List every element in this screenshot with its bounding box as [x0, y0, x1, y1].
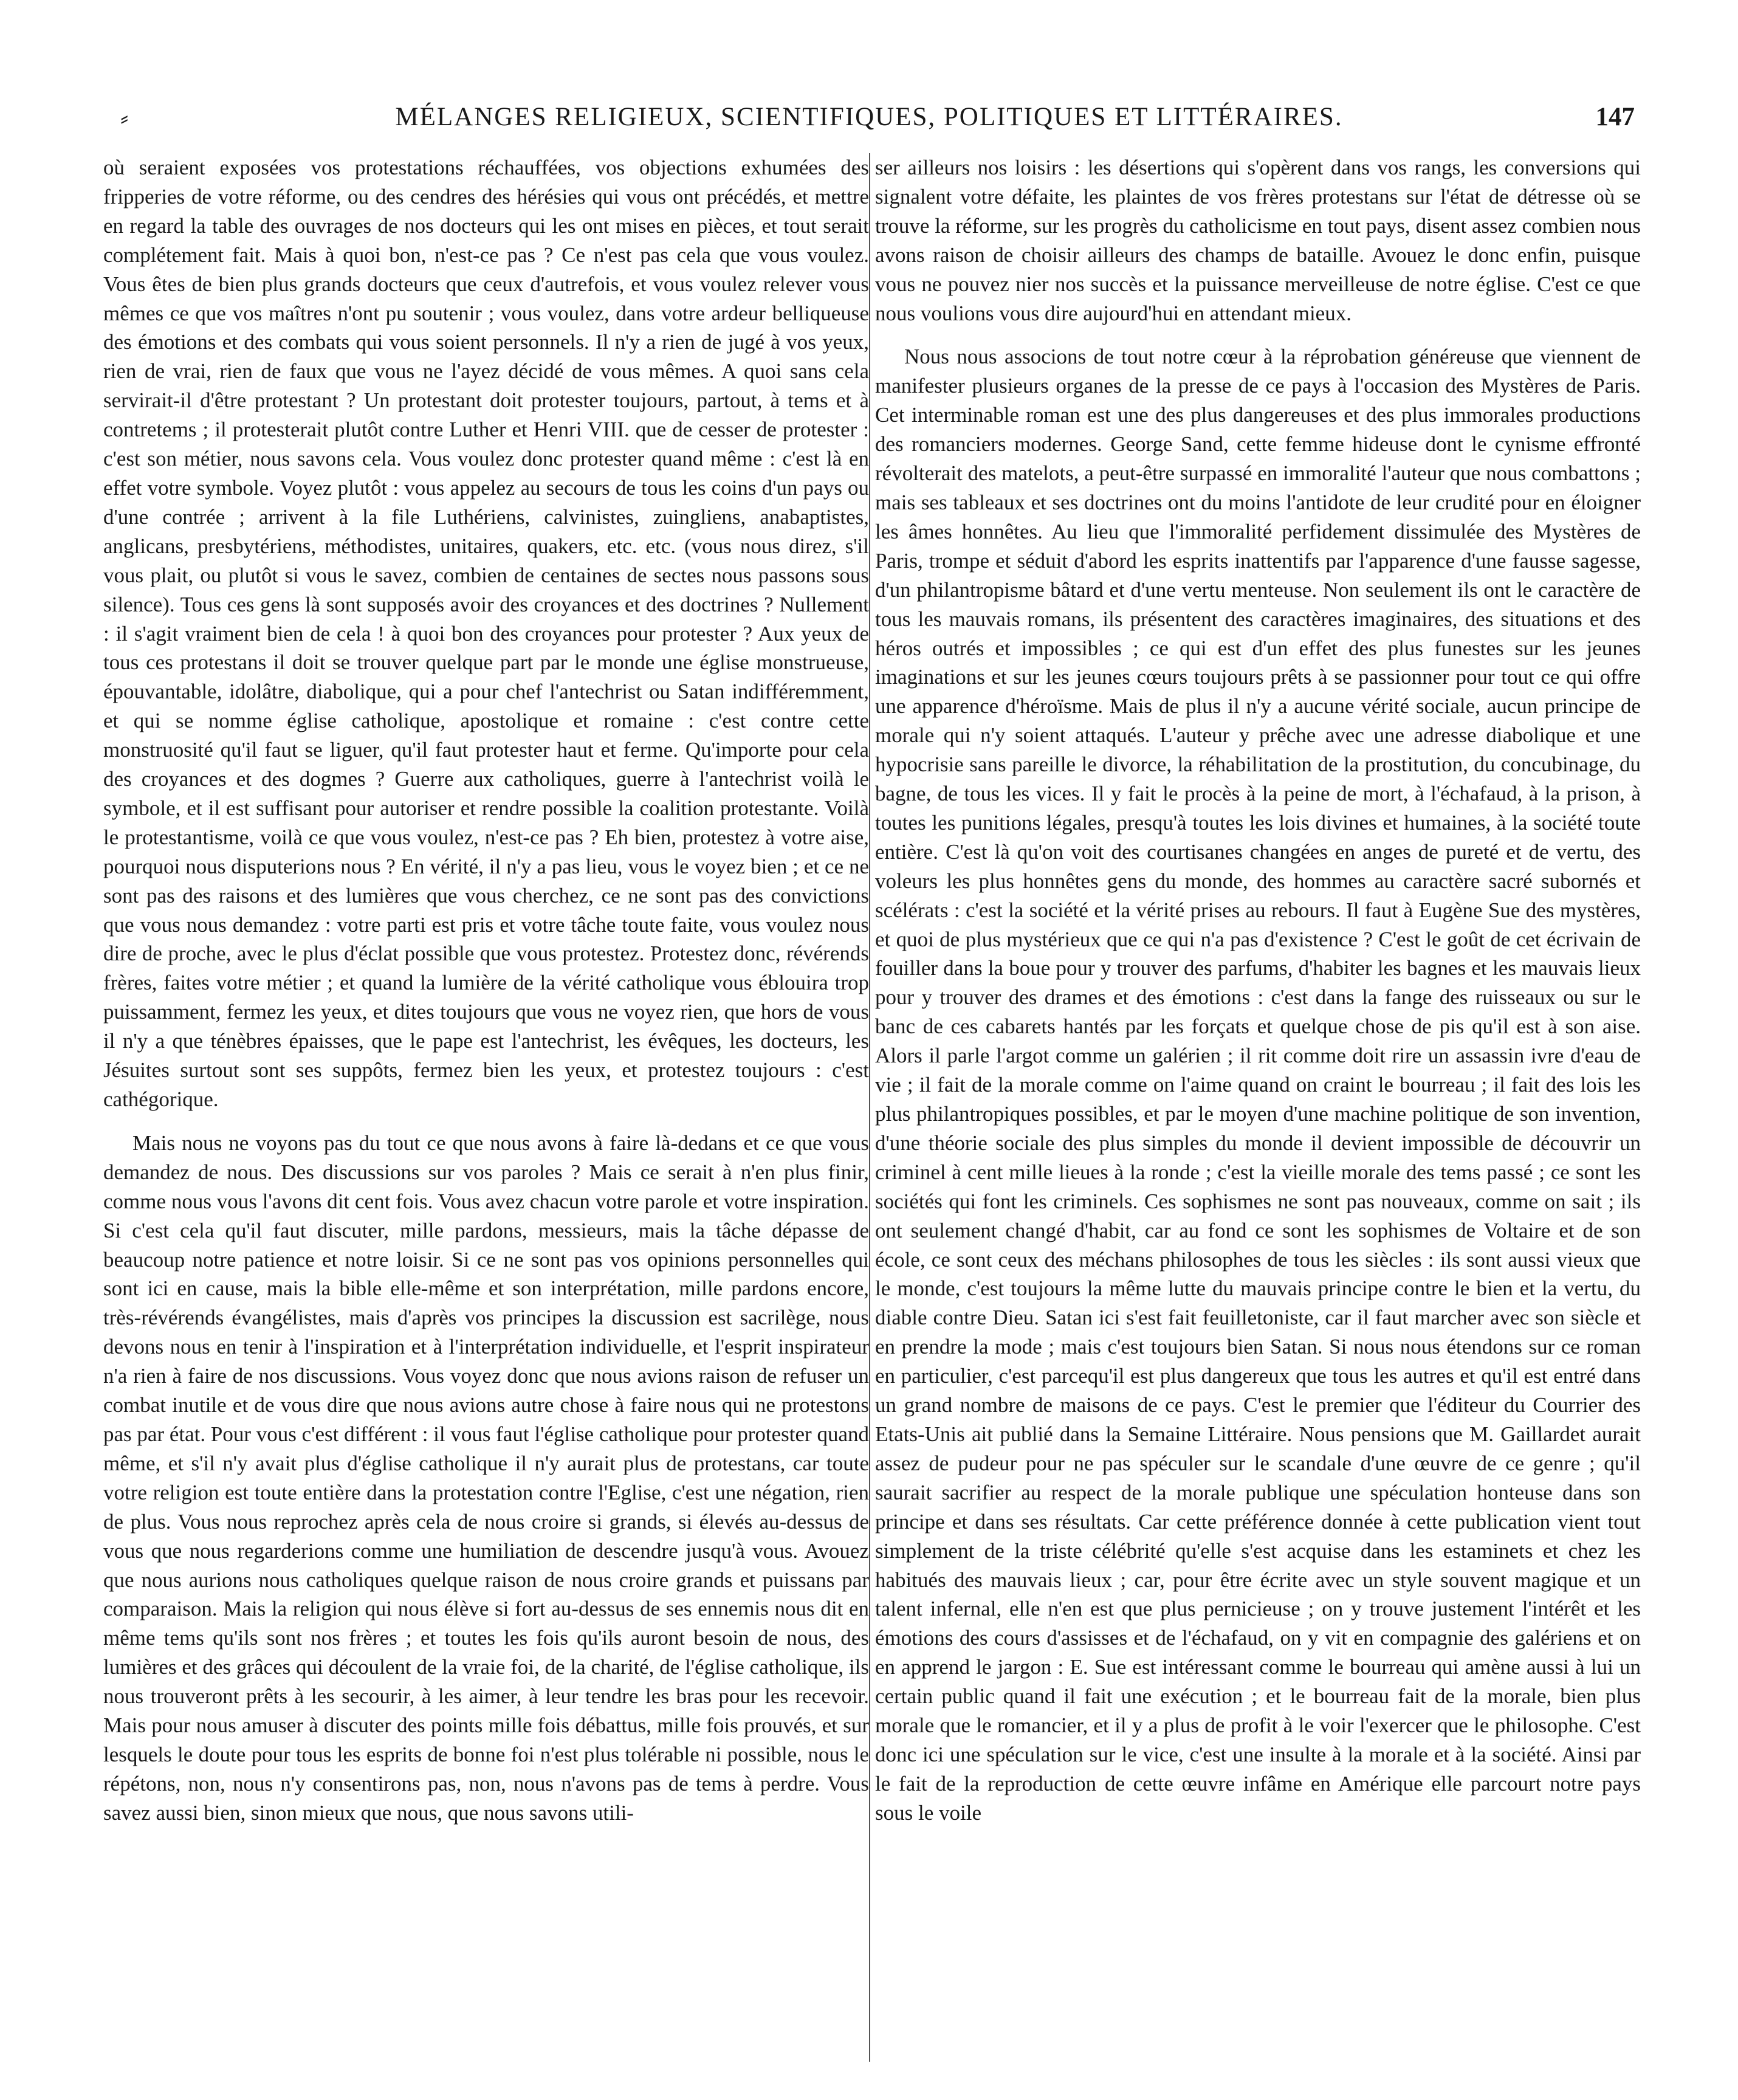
- column-divider: [869, 153, 870, 2062]
- left-column: [103, 153, 869, 2062]
- header-mark: ⸗: [120, 104, 129, 131]
- running-title: MÉLANGES RELIGIEUX, SCIENTIFIQUES, POLITIQUES ET LITTÉRAIRES.: [395, 103, 1343, 131]
- paragraph: où seraient exposées vos protestations réchauffées, vos objections exhumées des fripperies de votre réforme, ou des cendres des hérésies qui vous ont précédés, et mettre en regard la table des ouvrages de nos docteurs qui les ont mises en pièces, et tout serait complétement fait. Mais à quoi bon, n'est-ce pas ? Ce n'est pas cela que vous voulez. Vous êtes de bien plus grands docteurs que ceux d'autrefois, et vous voulez relever vous mêmes ce que vos maîtres n'ont pu soutenir ; vous voulez, dans votre ardeur belliqueuse des émotions et des combats qui vous soient personnels. Il n'y a rien de jugé à vos yeux, rien de vrai, rien de faux que vous ne l'ayez décidé de vous mêmes. A quoi sans cela servirait-il d'être protestant ? Un protestant doit protester toujours, partout, à tems et à contretems ; il protesterait plutôt contre Luther et Henri VIII. que de cesser de protester : c'est son métier, nous savons cela. Vous voulez donc protester quand même : c'est là en effet votre symbole. Voyez plutôt : vous appelez au secours de tous les coins d'un pays ou d'une contrée ; arrivent à la file Luthériens, calvinistes, zuingliens, anabaptistes, anglicans, presbytériens, méthodistes, unitaires, quakers, etc. etc. (vous nous direz, s'il vous plait, ou plutôt si vous le savez, combien de centaines de sectes nous passons sous silence). Tous ces gens là sont supposés avoir des croyances et des doctrines ? Nullement : il s'agit vraiment bien de cela ! à quoi bon des croyances pour protester ? Aux yeux de tous ces protestans il doit se trouver quelque part par le monde une église monstrueuse, épouvantable, idolâtre, diabolique, qui a pour chef l'antechrist ou Satan indifféremment, et qui se nomme église catholique, apostolique et romaine : c'est contre cette monstruosité qu'il faut se liguer, qu'il faut protester haut et ferme. Qu'importe pour cela des croyances et des dogmes ? Guerre aux catholiques, guerre à l'antechrist voilà le symbole, et il est suffisant pour autoriser et rendre possible la coalition protestante. Voilà le protestantisme, voilà ce que vous voulez, n'est-ce pas ? Eh bien, protestez à votre aise, pourquoi nous disputerions nous ? En vérité, il n'y a pas lieu, vous le voyez bien ; et ce ne sont pas des raisons et des lumières que vous cherchez, ce ne sont pas des convictions que vous nous demandez : votre parti est pris et votre tâche toute faite, vous voulez nous dire de proche, avec le plus d'éclat possible que vous protestez. Protestez donc, révérends frères, faites votre métier ; et quand la lumière de la vérité catholique vous éblouira trop puissamment, fermez les yeux, et dites toujours que vous ne voyez rien, que hors de vous il n'y a que ténèbres épaisses, que le pape est l'antechrist, les évêques, les docteurs, les Jésuites surtout sont ses suppôts, fermez bien les yeux, et protestez toujours : c'est cathégorique.: [103, 156, 869, 1111]
- paragraph: Nous nous associons de tout notre cœur à la réprobation généreuse que viennent de manifester plusieurs organes de la presse de ce pays à l'occasion des Mystères de Paris. Cet interminable roman est une des plus dangereuses et des plus immorales productions des romanciers modernes. George Sand, cette femme hideuse dont le cynisme effronté révolterait des matelots, a peut-être surpassé en immoralité l'auteur que nous combattons ; mais ses tableaux et ses doctrines ont du moins l'antidote de leur crudité pour en éloigner les âmes honnêtes. Au lieu que l'immoralité perfidement dissimulée des Mystères de Paris, trompe et séduit d'abord les esprits inattentifs par l'apparence d'une fausse sagesse, d'un philantropisme bâtard et d'une vertu menteuse. Non seulement ils ont le caractère de tous les mauvais romans, ils présentent des caractères imaginaires, des situations et des héros outrés et impossibles ; ce qui est d'un effet des plus funestes sur les jeunes imaginations et sur les jeunes cœurs toujours prêts à se passionner pour tout ce qui offre une apparence d'héroïsme. Mais de plus il n'y a aucune vérité sociale, aucun principe de morale qui n'y soient attaqués. L'auteur y prêche avec une adresse diabolique et une hypocrisie sans pareille le divorce, la réhabilitation de la prostitution, du concubinage, du bagne, de tous les vices. Il y fait le procès à la peine de mort, à l'échafaud, à la prison, à toutes les punitions légales, presqu'à toutes les lois divines et humaines, à la société toute entière. C'est là qu'on voit des courtisanes changées en anges de pureté et de vertu, des voleurs les plus honnêtes gens du monde, des hommes au caractère sacré subornés et scélérats : c'est la société et la vérité prises au rebours. Il faut à Eugène Sue des mystères, et quoi de plus mystérieux que ce qui n'a pas d'existence ? C'est le goût de cet écrivain de fouiller dans la boue pour y trouver des parfums, d'habiter les bagnes et les mauvais lieux pour y trouver des drames et des émotions : c'est dans la fange des ruisseaux ou sur le banc de ces cabarets hantés par les forçats et quelque chose de pis qu'il est à son aise. Alors il parle l'argot comme un galérien ; il rit comme doit rire un assassin ivre d'eau de vie ; il fait de la morale comme on l'aime quand on craint le bourreau ; il fait des lois les plus philantropiques possibles, et par le moyen d'une machine politique de son invention, d'une théorie sociale des plus simples du monde il devient impossible de découvrir un criminel à cent mille lieues à la ronde ; c'est la vieille morale des tems passé ; ce sont les sociétés qui font les criminels. Ces sophismes ne sont pas nouveaux, comme on sait ; ils ont seulement changé d'habit, car au fond ce sont les sophismes de Voltaire et de son école, ce sont ceux des méchans philosophes de tous les siècles : ils sont aussi vieux que le monde, c'est toujours la même lutte du mauvais principe contre le bien et la vertu, du diable contre Dieu. Satan ici s'est fait feuilletoniste, car il faut marcher avec son siècle et en prendre la mode ; mais c'est toujours bien Satan. Si nous nous étendons sur ce roman en particulier, c'est parcequ'il est plus dangereux que tous les autres et qu'il est entré dans un grand nombre de maisons de ce pays. C'est le premier que l'éditeur du Courrier des Etats-Unis ait publié dans la Semaine Littéraire. Nous pensions que M. Gaillardet aurait assez de pudeur pour ne pas spéculer sur le scandale d'une œuvre de ce genre ; qu'il saurait sacrifier au respect de la morale publique une spéculation honteuse dans son principe et dans ses résultats. Car cette préférence donnée à cette publication vient tout simplement de la triste célébrité qu'elle s'est acquise dans les estaminets et chez les habitués des mauvais lieux ; car, pour être écrite avec un style souvent magique et un talent infernal, elle n'en est que plus pernicieuse ; on y trouve justement l'intérêt et les émotions des cours d'assisses et de l'échafaud, on y vit en compagnie des galériens et on en apprend le jargon : E. Sue est intéressant comme le bourreau qui amène aussi à lui un certain public quand il fait une exécution ; et le bourreau fait de la morale, bien plus morale que le romancier, et il y a plus de profit à le voir l'exercer que le philosophe. C'est donc ici une spéculation sur le vice, c'est une insulte à la morale et à la société. Ainsi par le fait de la reproduction de cette œuvre infâme en Amérique elle parcourt notre pays sous le voile: [875, 345, 1641, 1825]
- right-column: [875, 153, 1641, 2062]
- paragraph: ser ailleurs nos loisirs : les désertions qui s'opèrent dans vos rangs, les conversions qui signalent votre défaite, les plaintes de vos frères protestans sur l'état de détresse où se trouve la réforme, sur les progrès du catholicisme en tout pays, disent assez combien nous avons raison de choisir ailleurs des champs de bataille. Avouez le donc enfin, puisque vous ne pouvez nier nos succès et la puissance merveilleuse de notre église. C'est ce que nous voulions vous dire aujourd'hui en attendant mieux.: [875, 156, 1641, 325]
- page-header: [103, 102, 1635, 145]
- page-number: 147: [1595, 103, 1635, 131]
- paragraph: Mais nous ne voyons pas du tout ce que nous avons à faire là-dedans et ce que vous demandez de nous. Des discussions sur vos paroles ? Mais ce serait à n'en plus finir, comme nous vous l'avons dit cent fois. Vous avez chacun votre parole et votre inspiration. Si c'est cela qu'il faut discuter, mille pardons, messieurs, mais la tâche dépasse de beaucoup notre patience et notre loisir. Si ce ne sont pas vos opinions personnelles qui sont ici en cause, mais la bible elle-même et son interprétation, mille pardons encore, très-révérends évangélistes, mais d'après vos principes la discussion est sacrilège, nous devons nous en tenir à l'inspiration et à l'interprétation individuelle, et l'esprit inspirateur n'a rien à faire de nos discussions. Vous voyez donc que nous avions raison de refuser un combat inutile et de vous dire que nous avions autre chose à faire nous qui ne protestons pas par état. Pour vous c'est différent : il vous faut l'église catholique pour protester quand même, et s'il n'y avait plus d'église catholique il n'y aurait plus de protestans, car toute votre religion est toute entière dans la protestation contre l'Eglise, c'est une négation, rien de plus. Vous nous reprochez après cela de nous croire si grands, si élevés au-dessus de vous que nous regarderions comme une humiliation de descendre jusqu'à vous. Avouez que nous aurions nous catholiques quelque raison de nous croire grands et puissans par comparaison. Mais la religion qui nous élève si fort au-dessus de ses ennemis nous dit en même tems qu'ils sont nos frères ; et toutes les fois qu'ils auront besoin de nous, des lumières et des grâces qui découlent de la vraie foi, de la charité, de l'église catholique, ils nous trouveront prêts à les secourir, à les aimer, à leur tendre les bras pour les recevoir. Mais pour nous amuser à discuter des points mille fois débattus, mille fois prouvés, et sur lesquels le doute pour tous les esprits de bonne foi n'est plus tolérable ni possible, nous le répétons, non, nous n'y consentirons pas, non, nous n'avons pas de tems à perdre. Vous savez aussi bien, sinon mieux que nous, que nous savons utili-: [103, 1131, 869, 1825]
